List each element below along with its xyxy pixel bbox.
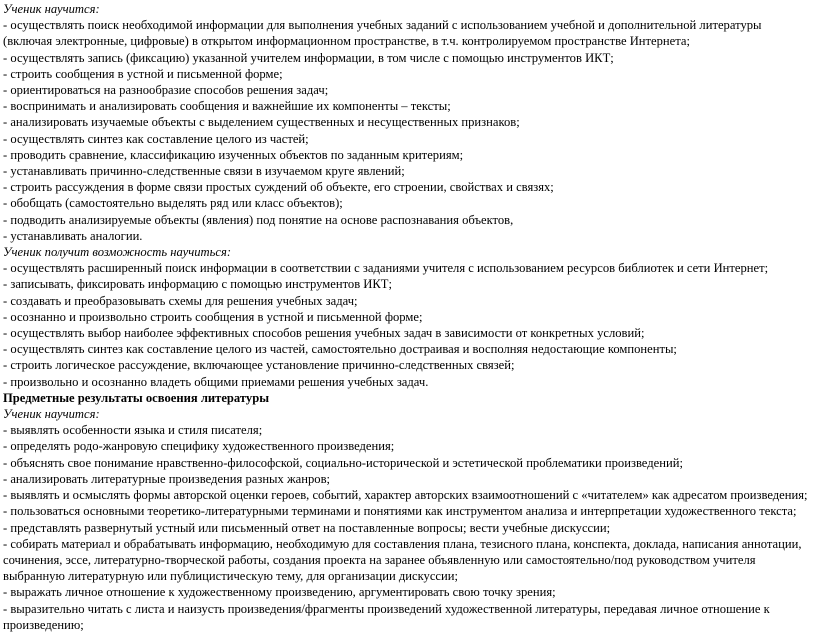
list-item: - проводить сравнение, классификацию изученных объектов по заданным критериям; [3, 147, 464, 162]
list-item: - воспринимать и анализировать сообщения и важнейшие их компоненты – тексты; [3, 99, 451, 114]
list-item: - представлять развернутый устный или письменный ответ на поставленные вопросы; вести учебные дискуссии; [3, 520, 611, 535]
list-item: - строить рассуждения в форме связи простых суждений об объекте, его строении, свойствах и связях; [3, 180, 554, 195]
list-item: - осознанно и произвольно строить сообщения в устной и письменной форме; [3, 309, 423, 324]
list-item: - осуществлять выбор наиболее эффективных способов решения учебных задач в зависимости от конкретных условий; [3, 326, 645, 341]
list-item: - собирать материал и обрабатывать информацию, необходимую для составления плана, тезисного плана, конспекта, доклада, написания аннотации, сочинения, эссе, литературно-творческой работы, создания проекта на заранее объявленную или самостоятельно/под руководством учителя выбранную литературную или публицистическую тему, для организации дискуссии; [3, 536, 802, 584]
section-subheading: Ученик научится: [3, 2, 100, 16]
list-item: - строить логическое рассуждение, включающее установление причинно-следственных связей; [3, 358, 515, 373]
list-item: - создавать и преобразовывать схемы для решения учебных задач; [3, 293, 358, 308]
list-item: - осуществлять расширенный поиск информации в соответствии с заданиями учителя с использованием ресурсов библиотек и сети Интернет; [3, 261, 769, 276]
section-subheading: Ученик научится: [3, 407, 100, 422]
list-item: - анализировать литературные произведения разных жанров; [3, 471, 331, 486]
list-item: - осуществлять поиск необходимой информации для выполнения учебных заданий с использованием учебной и дополнительной литературы (включая электронные, цифровые) в открытом информационном пространстве, в т.ч. контролируемом пространстве Интернета; [3, 18, 762, 49]
list-item: - выявлять особенности языка и стиля писателя; [3, 423, 263, 438]
list-item: - произвольно и осознанно владеть общими приемами решения учебных задач. [3, 374, 429, 389]
list-item: - объяснять свое понимание нравственно-философской, социально-исторической и эстетической проблематики произведений; [3, 455, 683, 470]
list-item: - выявлять и осмыслять формы авторской оценки героев, событий, характер авторских взаимоотношений с «читателем» как адресатом произведения; [3, 488, 808, 503]
document-page [3, 1, 813, 633]
list-item: - строить сообщения в устной и письменной форме; [3, 66, 283, 81]
list-item: - определять родо-жанровую специфику художественного произведения; [3, 439, 395, 454]
list-item: - подводить анализируемые объекты (явления) под понятие на основе распознавания объектов, [3, 212, 514, 227]
list-item: - анализировать изучаемые объекты с выделением существенных и несущественных признаков; [3, 115, 520, 130]
list-item: - устанавливать аналогии. [3, 228, 143, 243]
list-item: - записывать, фиксировать информацию с помощью инструментов ИКТ; [3, 277, 392, 292]
list-item: - ориентироваться на разнообразие способов решения задач; [3, 83, 329, 98]
section-subheading: Ученик получит возможность научиться: [3, 245, 232, 260]
list-item: - осуществлять синтез как составление целого из частей, самостоятельно достраивая и восполняя недостающие компоненты; [3, 342, 677, 357]
list-item: - пользоваться основными теоретико-литературными терминами и понятиями как инструментом анализа и интерпретации художественного текста; [3, 504, 797, 519]
list-item: - осуществлять запись (фиксацию) указанной учителем информации, в том числе с помощью инструментов ИКТ; [3, 50, 614, 65]
list-item: - обобщать (самостоятельно выделять ряд или класс объектов); [3, 196, 343, 211]
section-heading: Предметные результаты освоения литературы [3, 390, 270, 405]
list-item: - устанавливать причинно-следственные связи в изучаемом круге явлений; [3, 164, 405, 179]
list-item: - выражать личное отношение к художественному произведению, аргументировать свою точку зрения; [3, 585, 556, 600]
list-item: - выразительно читать с листа и наизусть произведения/фрагменты произведений художественной литературы, передавая личное отношение к произведению; [3, 601, 770, 632]
list-item: - осуществлять синтез как составление целого из частей; [3, 131, 309, 146]
